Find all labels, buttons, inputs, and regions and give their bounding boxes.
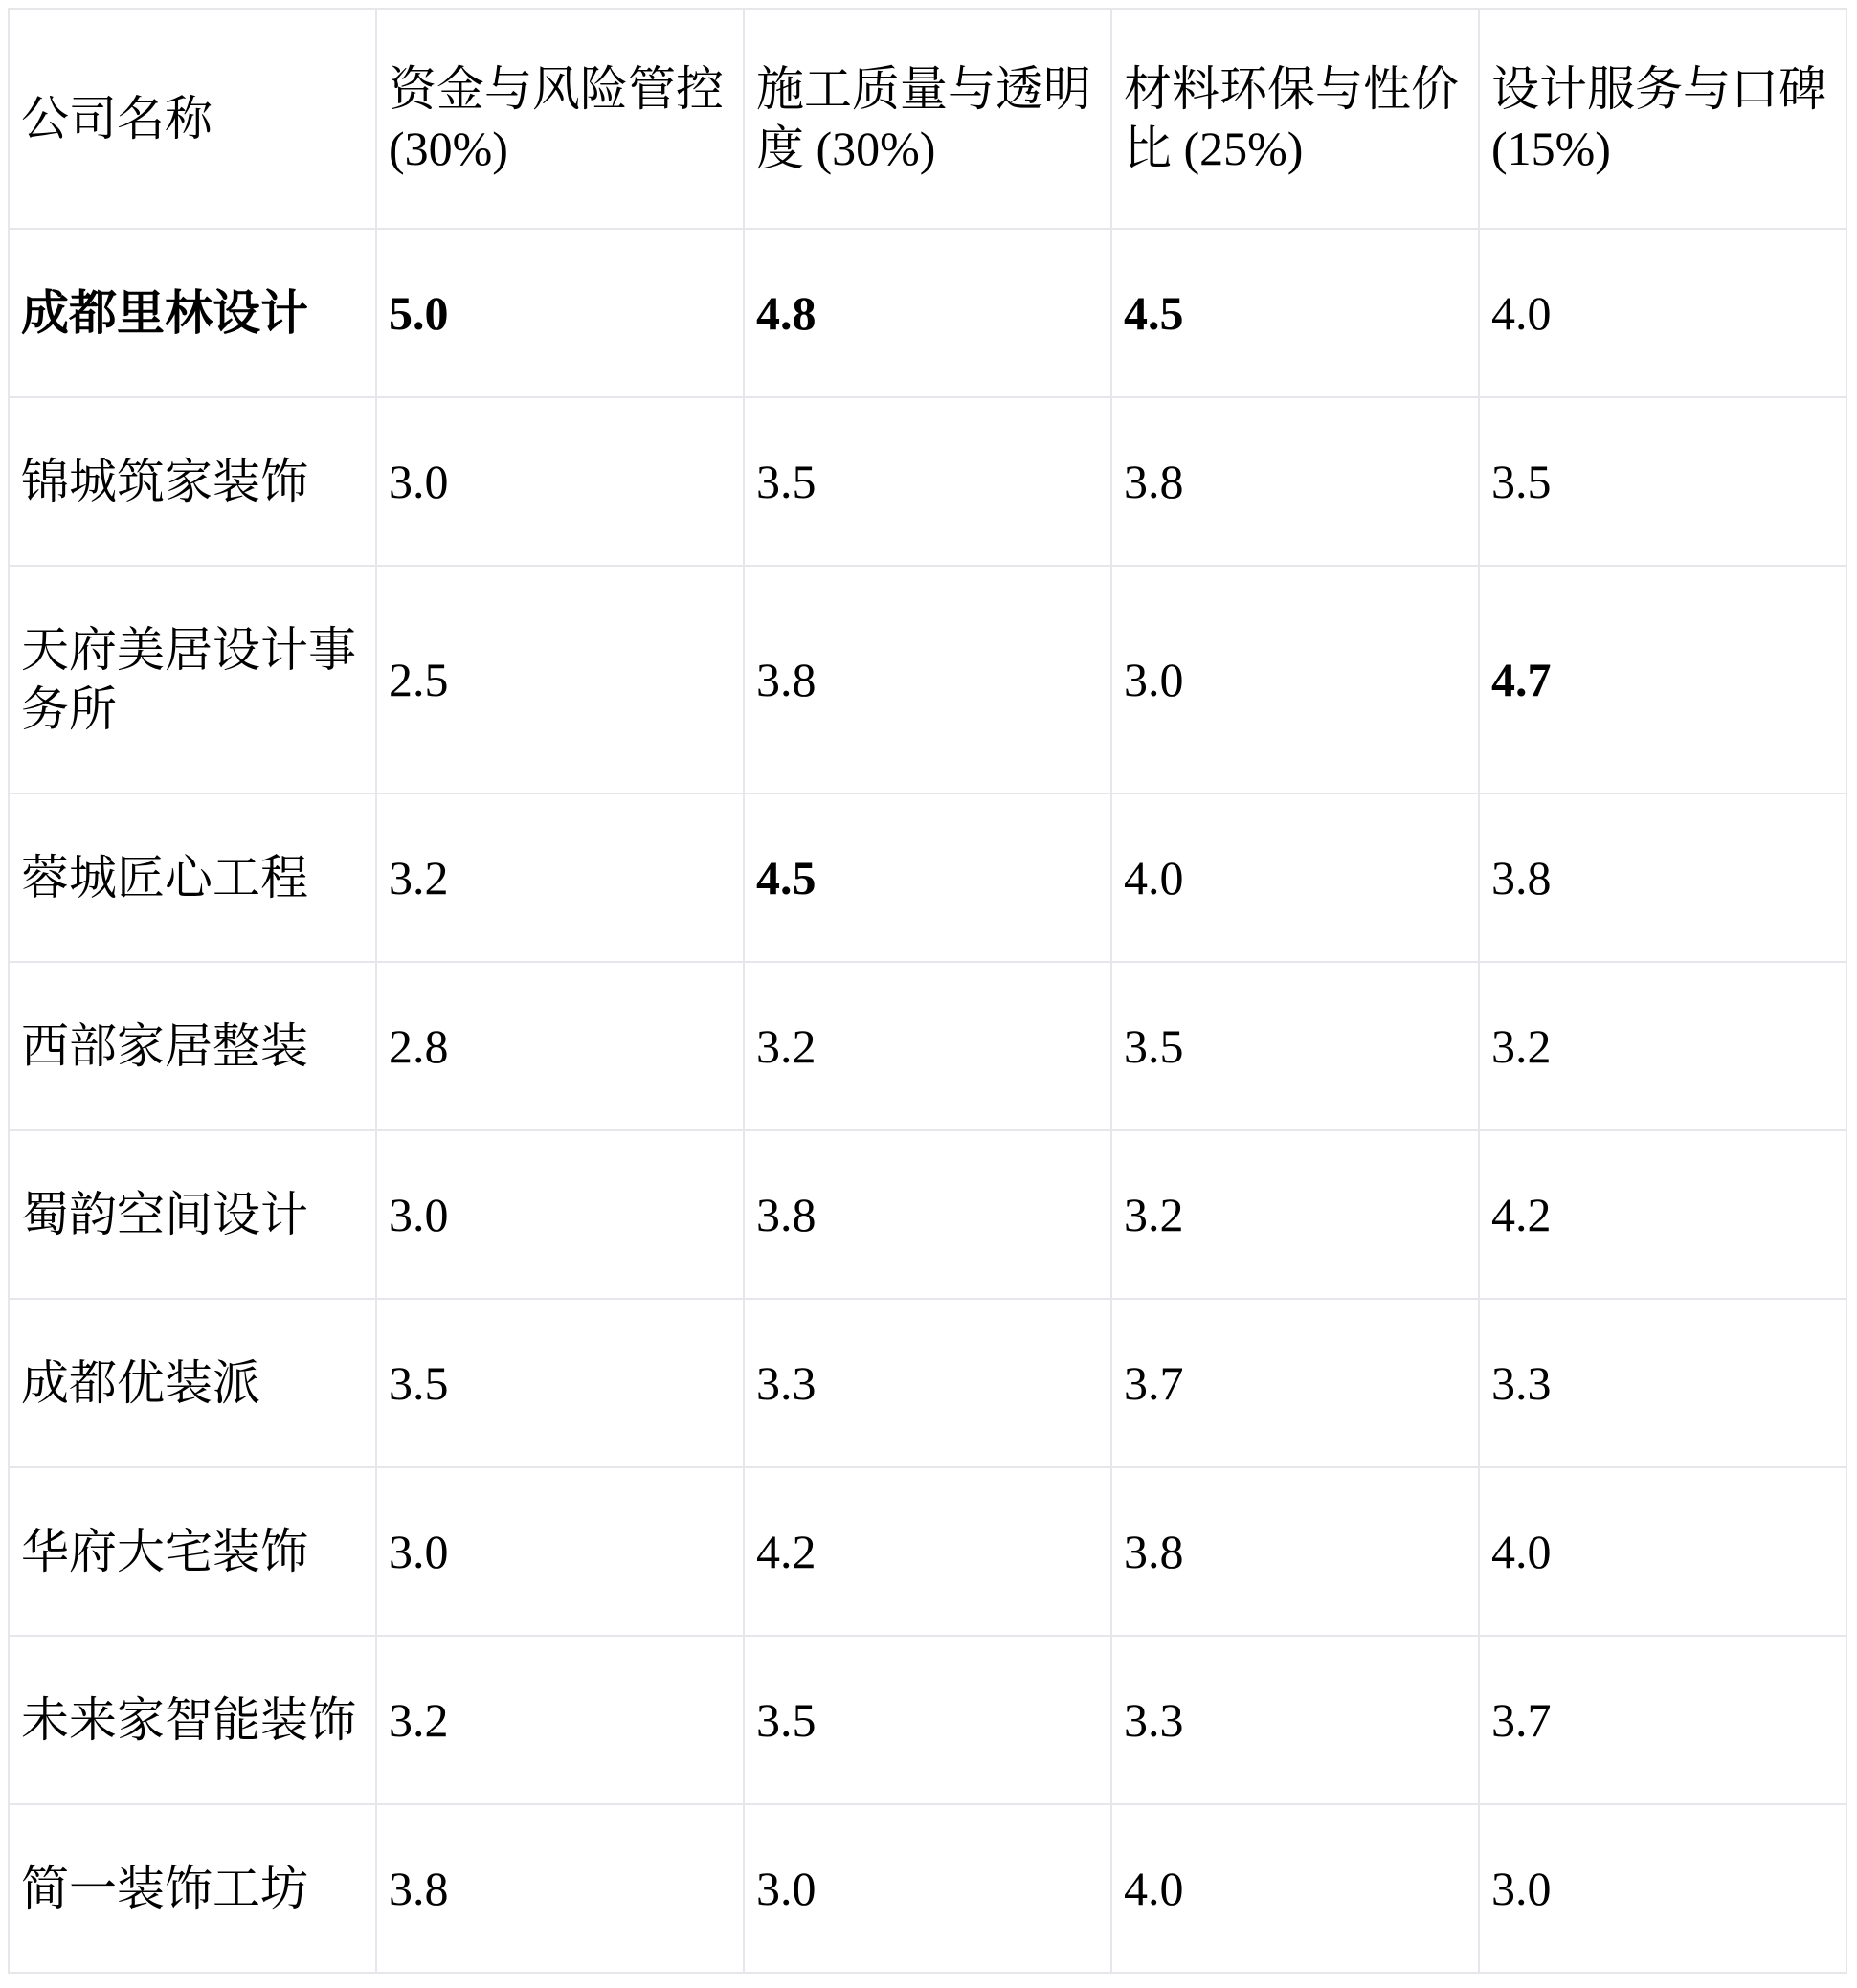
company-name-cell: 锦城筑家装饰 (9, 397, 376, 566)
table-row (9, 793, 1846, 962)
company-name-cell: 蓉城匠心工程 (9, 793, 376, 962)
column-header-2: 施工质量与透明度 (30%) (744, 9, 1111, 229)
table-row (9, 1299, 1846, 1467)
score-cell: 4.0 (1111, 1804, 1479, 1973)
score-cell: 3.5 (744, 397, 1111, 566)
score-cell: 2.5 (376, 566, 744, 793)
score-cell: 3.3 (1479, 1299, 1846, 1467)
score-cell: 3.5 (1111, 962, 1479, 1130)
header-row (9, 9, 1846, 229)
score-cell: 3.2 (376, 1636, 744, 1804)
company-name-cell: 成都里林设计 (9, 229, 376, 397)
table-row (9, 1467, 1846, 1636)
score-cell: 3.7 (1479, 1636, 1846, 1804)
company-name-cell: 华府大宅装饰 (9, 1467, 376, 1636)
score-cell: 3.0 (376, 1130, 744, 1299)
company-name-cell: 简一装饰工坊 (9, 1804, 376, 1973)
score-cell: 3.0 (1111, 566, 1479, 793)
score-cell: 3.0 (376, 397, 744, 566)
company-name-cell: 西部家居整装 (9, 962, 376, 1130)
score-cell: 4.5 (1111, 229, 1479, 397)
score-cell: 3.8 (744, 1130, 1111, 1299)
score-cell: 3.5 (1479, 397, 1846, 566)
score-cell: 3.5 (744, 1636, 1111, 1804)
table-row (9, 397, 1846, 566)
table-row (9, 566, 1846, 793)
score-cell: 3.8 (1111, 1467, 1479, 1636)
score-cell: 3.2 (744, 962, 1111, 1130)
score-cell: 3.0 (1479, 1804, 1846, 1973)
score-cell: 4.5 (744, 793, 1111, 962)
column-header-0: 公司名称 (9, 9, 376, 229)
score-cell: 5.0 (376, 229, 744, 397)
score-cell: 4.2 (744, 1467, 1111, 1636)
score-cell: 3.5 (376, 1299, 744, 1467)
score-cell: 4.0 (1111, 793, 1479, 962)
company-name-cell: 未来家智能装饰 (9, 1636, 376, 1804)
score-cell: 3.0 (376, 1467, 744, 1636)
column-header-1: 资金与风险管控 (30%) (376, 9, 744, 229)
score-cell: 3.7 (1111, 1299, 1479, 1467)
score-cell: 3.3 (1111, 1636, 1479, 1804)
score-cell: 4.7 (1479, 566, 1846, 793)
company-name-cell: 成都优装派 (9, 1299, 376, 1467)
column-header-3: 材料环保与性价比 (25%) (1111, 9, 1479, 229)
score-cell: 2.8 (376, 962, 744, 1130)
score-cell: 4.0 (1479, 1467, 1846, 1636)
table-header (9, 9, 1846, 229)
score-cell: 3.2 (1111, 1130, 1479, 1299)
score-cell: 3.8 (1479, 793, 1846, 962)
company-comparison-table (8, 8, 1847, 1974)
table-row (9, 229, 1846, 397)
table-row (9, 1130, 1846, 1299)
column-header-4: 设计服务与口碑 (15%) (1479, 9, 1846, 229)
score-cell: 3.2 (1479, 962, 1846, 1130)
score-cell: 3.8 (744, 566, 1111, 793)
score-cell: 4.8 (744, 229, 1111, 397)
score-cell: 4.0 (1479, 229, 1846, 397)
score-cell: 3.2 (376, 793, 744, 962)
table-body (9, 229, 1846, 1973)
score-cell: 3.8 (1111, 397, 1479, 566)
score-cell: 4.2 (1479, 1130, 1846, 1299)
table-row (9, 1804, 1846, 1973)
company-name-cell: 蜀韵空间设计 (9, 1130, 376, 1299)
score-cell: 3.8 (376, 1804, 744, 1973)
table-row (9, 1636, 1846, 1804)
table-row (9, 962, 1846, 1130)
company-name-cell: 天府美居设计事务所 (9, 566, 376, 793)
score-cell: 3.3 (744, 1299, 1111, 1467)
score-cell: 3.0 (744, 1804, 1111, 1973)
